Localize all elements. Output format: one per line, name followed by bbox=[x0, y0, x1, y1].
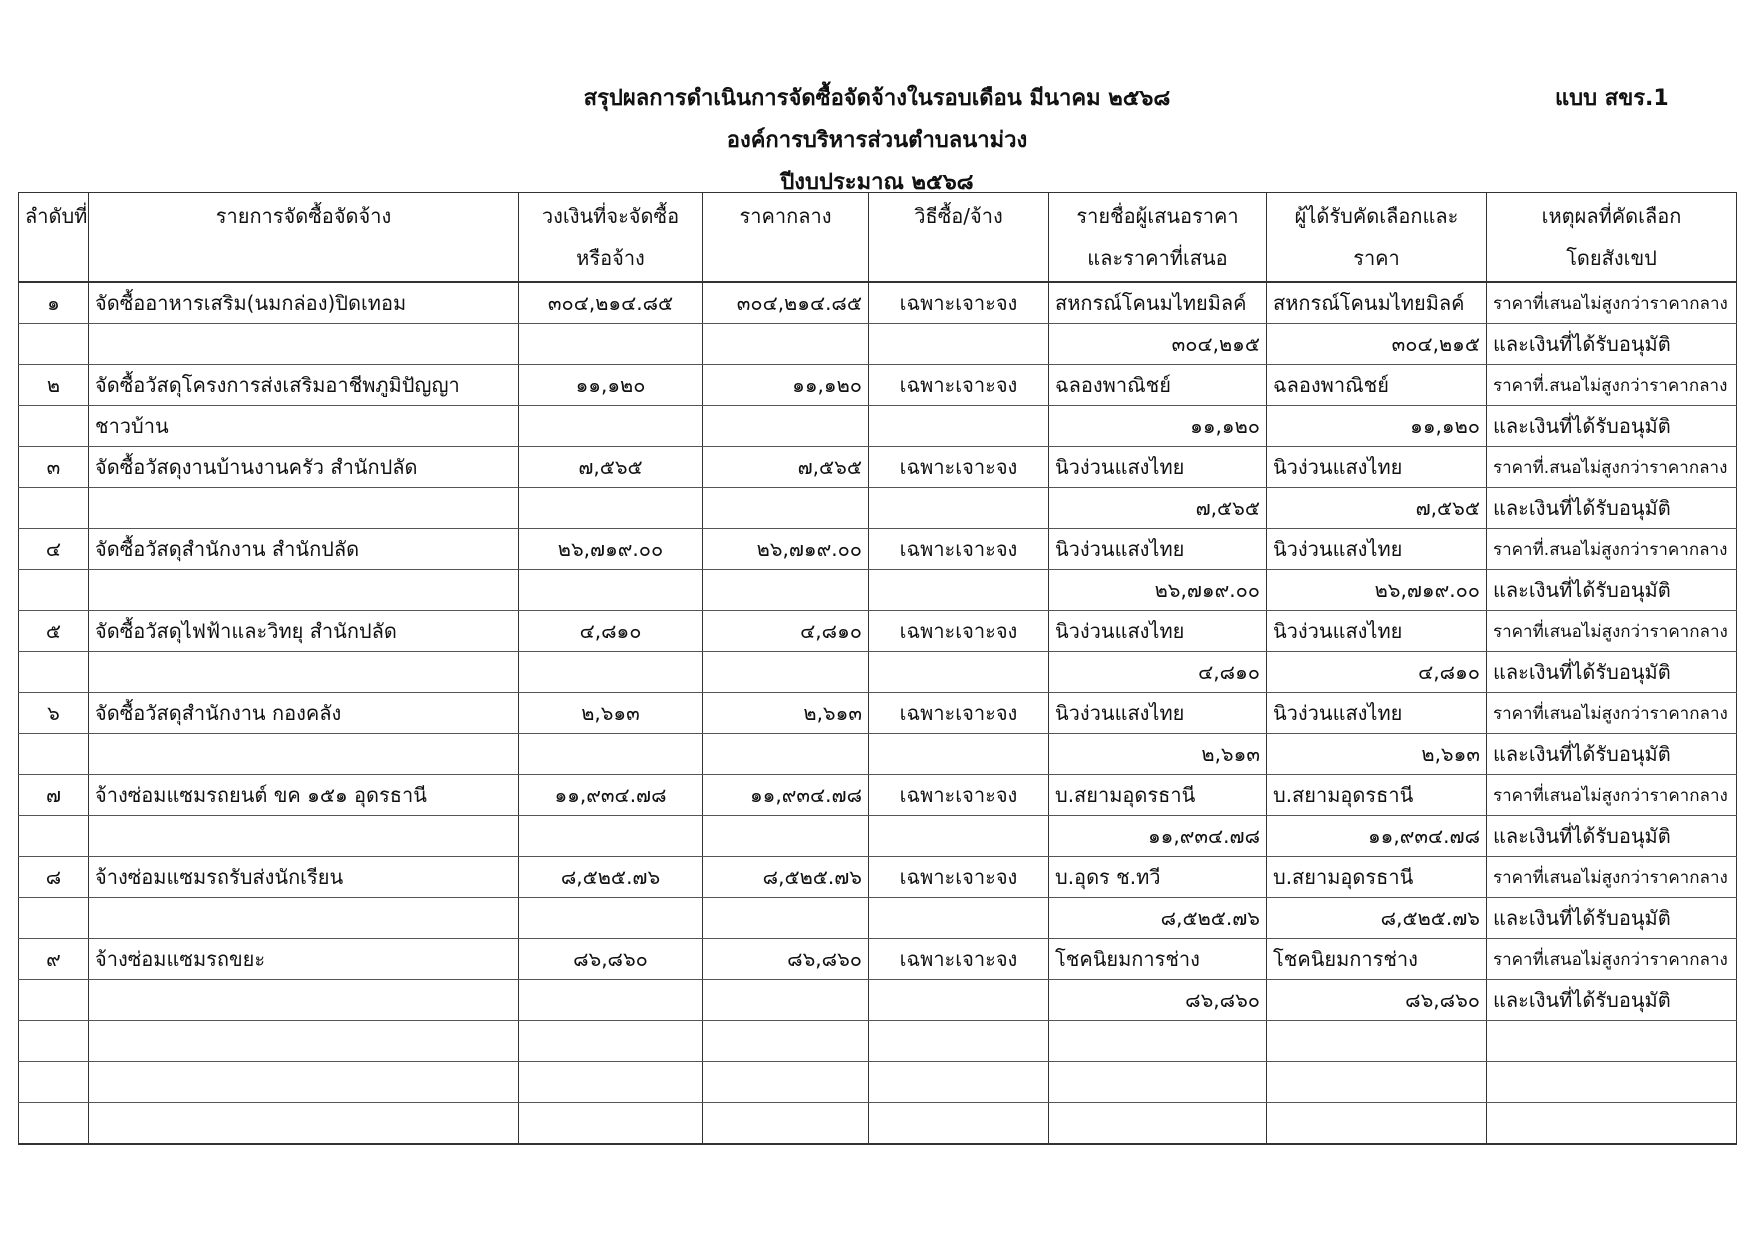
empty-cell bbox=[19, 1062, 89, 1103]
bid-price: ๓๐๔,๒๑๕ bbox=[1049, 324, 1267, 365]
empty-cell bbox=[869, 1062, 1049, 1103]
procurement-method: เฉพาะเจาะจง bbox=[869, 282, 1049, 324]
method-blank bbox=[869, 570, 1049, 611]
empty-cell bbox=[869, 1103, 1049, 1145]
empty-row bbox=[19, 1062, 1737, 1103]
median-price: ๔,๘๑๐ bbox=[703, 611, 869, 652]
bidder-name: บ.อุดร ช.ทวี bbox=[1049, 857, 1267, 898]
bid-price: ๑๑,๙๓๔.๗๘ bbox=[1049, 816, 1267, 857]
procurement-method: เฉพาะเจาะจง bbox=[869, 857, 1049, 898]
bidder-name: นิวง่วนแสงไทย bbox=[1049, 447, 1267, 488]
bidder-name: นิวง่วนแสงไทย bbox=[1049, 611, 1267, 652]
bid-price: ๘,๕๒๕.๗๖ bbox=[1049, 898, 1267, 939]
item-description: จัดซื้อวัสดุไฟฟ้าและวิทยุ สำนักปลัด bbox=[89, 611, 519, 652]
item-description: จัดซื้อวัสดุสำนักงาน สำนักปลัด bbox=[89, 529, 519, 570]
winner-name: บ.สยามอุดรธานี bbox=[1267, 857, 1487, 898]
header-method bbox=[869, 193, 1049, 283]
winner-name: นิวง่วนแสงไทย bbox=[1267, 529, 1487, 570]
row-number: ๔ bbox=[19, 529, 89, 570]
table-row-continuation bbox=[19, 406, 1737, 447]
table-row-continuation bbox=[19, 816, 1737, 857]
row-number: ๙ bbox=[19, 939, 89, 980]
bidder-name: นิวง่วนแสงไทย bbox=[1049, 693, 1267, 734]
budget-amount: ๗,๕๖๕ bbox=[519, 447, 703, 488]
procurement-method: เฉพาะเจาะจง bbox=[869, 365, 1049, 406]
row-number: ๒ bbox=[19, 365, 89, 406]
median-price: ๘,๕๒๕.๗๖ bbox=[703, 857, 869, 898]
table-row bbox=[19, 693, 1737, 734]
budget-amount: ๘,๕๒๕.๗๖ bbox=[519, 857, 703, 898]
item-description-cont bbox=[89, 570, 519, 611]
winning-price: ๑๑,๑๒๐ bbox=[1267, 406, 1487, 447]
table-row bbox=[19, 939, 1737, 980]
budget-blank bbox=[519, 324, 703, 365]
method-blank bbox=[869, 652, 1049, 693]
winning-price: ๘,๕๒๕.๗๖ bbox=[1267, 898, 1487, 939]
header-bidders-line2: และราคาที่เสนอ bbox=[1087, 246, 1228, 270]
header-winner bbox=[1267, 193, 1487, 283]
table-row-continuation bbox=[19, 652, 1737, 693]
budget-amount: ๑๑,๑๒๐ bbox=[519, 365, 703, 406]
reason-line1: ราคาที่เสนอไม่สูงกว่าราคากลาง bbox=[1487, 857, 1737, 898]
bid-price: ๑๑,๑๒๐ bbox=[1049, 406, 1267, 447]
budget-blank bbox=[519, 734, 703, 775]
empty-cell bbox=[519, 1062, 703, 1103]
document-title: สรุปผลการดำเนินการจัดซื้อจัดจ้างในรอบเดือน มีนาคม ๒๕๖๘ bbox=[583, 86, 1171, 111]
header-reason-line2: โดยสังเขป bbox=[1566, 246, 1657, 270]
empty-cell bbox=[519, 1103, 703, 1145]
median-price: ๗,๕๖๕ bbox=[703, 447, 869, 488]
reason-line2: และเงินที่ได้รับอนุมัติ bbox=[1487, 898, 1737, 939]
row-number-blank bbox=[19, 324, 89, 365]
table-row bbox=[19, 857, 1737, 898]
table-row-continuation bbox=[19, 980, 1737, 1021]
item-description: จ้างซ่อมแซมรถรับส่งนักเรียน bbox=[89, 857, 519, 898]
bid-price: ๘๖,๘๖๐ bbox=[1049, 980, 1267, 1021]
method-blank bbox=[869, 898, 1049, 939]
header-budget-line2: หรือจ้าง bbox=[576, 246, 645, 270]
winner-name: โชคนิยมการช่าง bbox=[1267, 939, 1487, 980]
median-blank bbox=[703, 652, 869, 693]
item-description-cont bbox=[89, 816, 519, 857]
item-description: จัดซื้อวัสดุโครงการส่งเสริมอาชีพภูมิปัญญา bbox=[89, 365, 519, 406]
item-description-cont bbox=[89, 734, 519, 775]
median-blank bbox=[703, 980, 869, 1021]
method-blank bbox=[869, 488, 1049, 529]
header-winner-line1: ผู้ได้รับคัดเลือกและ bbox=[1294, 204, 1459, 228]
form-code: แบบ สขร.1 bbox=[1555, 86, 1669, 111]
header-no bbox=[19, 193, 89, 283]
empty-cell bbox=[703, 1103, 869, 1145]
budget-blank bbox=[519, 816, 703, 857]
budget-blank bbox=[519, 898, 703, 939]
item-description: จ้างซ่อมแซมรถยนต์ ขค ๑๕๑ อุดรธานี bbox=[89, 775, 519, 816]
procurement-table bbox=[18, 192, 1737, 1145]
header-reason-line1: เหตุผลที่คัดเลือก bbox=[1541, 204, 1682, 228]
empty-cell bbox=[1267, 1062, 1487, 1103]
header-no-label: ลำดับที่ bbox=[25, 204, 88, 228]
winner-name: นิวง่วนแสงไทย bbox=[1267, 447, 1487, 488]
budget-amount: ๔,๘๑๐ bbox=[519, 611, 703, 652]
reason-line1: ราคาที่เสนอไม่สูงกว่าราคากลาง bbox=[1487, 775, 1737, 816]
reason-line2: และเงินที่ได้รับอนุมัติ bbox=[1487, 488, 1737, 529]
winner-name: สหกรณ์โคนมไทยมิลค์ bbox=[1267, 282, 1487, 324]
median-price: ๘๖,๘๖๐ bbox=[703, 939, 869, 980]
winner-name: ฉลองพาณิชย์ bbox=[1267, 365, 1487, 406]
empty-cell bbox=[1487, 1021, 1737, 1062]
reason-line2: และเงินที่ได้รับอนุมัติ bbox=[1487, 734, 1737, 775]
bid-price: ๒๖,๗๑๙.๐๐ bbox=[1049, 570, 1267, 611]
winning-price: ๒๖,๗๑๙.๐๐ bbox=[1267, 570, 1487, 611]
bid-price: ๗,๕๖๕ bbox=[1049, 488, 1267, 529]
empty-cell bbox=[19, 1103, 89, 1145]
budget-blank bbox=[519, 570, 703, 611]
reason-line2: และเงินที่ได้รับอนุมัติ bbox=[1487, 570, 1737, 611]
winning-price: ๗,๕๖๕ bbox=[1267, 488, 1487, 529]
header-reason bbox=[1487, 193, 1737, 283]
fiscal-year: ปีงบประมาณ ๒๕๖๘ bbox=[780, 170, 974, 195]
empty-cell bbox=[703, 1021, 869, 1062]
budget-amount: ๓๐๔,๒๑๔.๘๕ bbox=[519, 282, 703, 324]
winner-name: บ.สยามอุดรธานี bbox=[1267, 775, 1487, 816]
row-number: ๘ bbox=[19, 857, 89, 898]
empty-cell bbox=[703, 1062, 869, 1103]
procurement-method: เฉพาะเจาะจง bbox=[869, 529, 1049, 570]
empty-cell bbox=[1267, 1021, 1487, 1062]
winning-price: ๒,๖๑๓ bbox=[1267, 734, 1487, 775]
table-row bbox=[19, 775, 1737, 816]
item-description-cont: ชาวบ้าน bbox=[89, 406, 519, 447]
table-header-row bbox=[19, 193, 1737, 283]
budget-blank bbox=[519, 652, 703, 693]
bid-price: ๔,๘๑๐ bbox=[1049, 652, 1267, 693]
winning-price: ๔,๘๑๐ bbox=[1267, 652, 1487, 693]
row-number-blank bbox=[19, 570, 89, 611]
empty-cell bbox=[1049, 1062, 1267, 1103]
row-number-blank bbox=[19, 980, 89, 1021]
reason-line1: ราคาที่เสนอไม่สูงกว่าราคากลาง bbox=[1487, 939, 1737, 980]
table-row-continuation bbox=[19, 898, 1737, 939]
table-row-continuation bbox=[19, 324, 1737, 365]
header-item-label: รายการจัดซื้อจัดจ้าง bbox=[215, 204, 392, 228]
budget-blank bbox=[519, 488, 703, 529]
row-number: ๖ bbox=[19, 693, 89, 734]
bidder-name: โชคนิยมการช่าง bbox=[1049, 939, 1267, 980]
item-description-cont bbox=[89, 488, 519, 529]
reason-line1: ราคาที่เสนอไม่สูงกว่าราคากลาง bbox=[1487, 693, 1737, 734]
empty-row bbox=[19, 1021, 1737, 1062]
procurement-method: เฉพาะเจาะจง bbox=[869, 447, 1049, 488]
bidder-name: นิวง่วนแสงไทย bbox=[1049, 529, 1267, 570]
header-item bbox=[89, 193, 519, 283]
item-description: จัดซื้อวัสดุงานบ้านงานครัว สำนักปลัด bbox=[89, 447, 519, 488]
median-price: ๒,๖๑๓ bbox=[703, 693, 869, 734]
table-row-continuation bbox=[19, 488, 1737, 529]
bid-price: ๒,๖๑๓ bbox=[1049, 734, 1267, 775]
budget-blank bbox=[519, 406, 703, 447]
median-price: ๓๐๔,๒๑๔.๘๕ bbox=[703, 282, 869, 324]
header-bidders-line1: รายชื่อผู้เสนอราคา bbox=[1076, 204, 1239, 228]
empty-cell bbox=[1049, 1103, 1267, 1145]
winner-name: นิวง่วนแสงไทย bbox=[1267, 611, 1487, 652]
method-blank bbox=[869, 734, 1049, 775]
reason-line2: และเงินที่ได้รับอนุมัติ bbox=[1487, 406, 1737, 447]
row-number-blank bbox=[19, 406, 89, 447]
item-description-cont bbox=[89, 898, 519, 939]
bidder-name: สหกรณ์โคนมไทยมิลค์ bbox=[1049, 282, 1267, 324]
header-bidders bbox=[1049, 193, 1267, 283]
header-budget-line1: วงเงินที่จะจัดซื้อ bbox=[541, 204, 680, 228]
median-blank bbox=[703, 734, 869, 775]
item-description: จ้างซ่อมแซมรถขยะ bbox=[89, 939, 519, 980]
procurement-method: เฉพาะเจาะจง bbox=[869, 939, 1049, 980]
budget-amount: ๘๖,๘๖๐ bbox=[519, 939, 703, 980]
table-row-continuation bbox=[19, 570, 1737, 611]
method-blank bbox=[869, 816, 1049, 857]
median-blank bbox=[703, 898, 869, 939]
empty-cell bbox=[869, 1021, 1049, 1062]
median-blank bbox=[703, 570, 869, 611]
row-number: ๓ bbox=[19, 447, 89, 488]
median-blank bbox=[703, 324, 869, 365]
header-median bbox=[703, 193, 869, 283]
table-row bbox=[19, 529, 1737, 570]
winning-price: ๓๐๔,๒๑๕ bbox=[1267, 324, 1487, 365]
method-blank bbox=[869, 980, 1049, 1021]
header-winner-line2: ราคา bbox=[1353, 246, 1400, 270]
winner-name: นิวง่วนแสงไทย bbox=[1267, 693, 1487, 734]
reason-line1: ราคาที่เสนอไม่สูงกว่าราคากลาง bbox=[1487, 611, 1737, 652]
reason-line2: และเงินที่ได้รับอนุมัติ bbox=[1487, 980, 1737, 1021]
item-description: จัดซื้ออาหารเสริม(นมกล่อง)ปิดเทอม bbox=[89, 282, 519, 324]
table-row bbox=[19, 447, 1737, 488]
row-number-blank bbox=[19, 734, 89, 775]
empty-cell bbox=[1487, 1103, 1737, 1145]
reason-line1: ราคาที่เสนอไม่สูงกว่าราคากลาง bbox=[1487, 282, 1737, 324]
budget-amount: ๒,๖๑๓ bbox=[519, 693, 703, 734]
median-blank bbox=[703, 488, 869, 529]
procurement-method: เฉพาะเจาะจง bbox=[869, 775, 1049, 816]
row-number: ๕ bbox=[19, 611, 89, 652]
item-description-cont bbox=[89, 980, 519, 1021]
row-number: ๑ bbox=[19, 282, 89, 324]
winning-price: ๑๑,๙๓๔.๗๘ bbox=[1267, 816, 1487, 857]
header-median-label: ราคากลาง bbox=[739, 204, 832, 228]
budget-blank bbox=[519, 980, 703, 1021]
method-blank bbox=[869, 406, 1049, 447]
median-price: ๒๖,๗๑๙.๐๐ bbox=[703, 529, 869, 570]
median-price: ๑๑,๑๒๐ bbox=[703, 365, 869, 406]
organization-name: องค์การบริหารส่วนตำบลนาม่วง bbox=[726, 128, 1028, 153]
budget-amount: ๑๑,๙๓๔.๗๘ bbox=[519, 775, 703, 816]
row-number-blank bbox=[19, 898, 89, 939]
row-number-blank bbox=[19, 816, 89, 857]
winning-price: ๘๖,๘๖๐ bbox=[1267, 980, 1487, 1021]
reason-line2: และเงินที่ได้รับอนุมัติ bbox=[1487, 324, 1737, 365]
empty-cell bbox=[1267, 1103, 1487, 1145]
procurement-method: เฉพาะเจาะจง bbox=[869, 693, 1049, 734]
table-row bbox=[19, 282, 1737, 324]
median-blank bbox=[703, 816, 869, 857]
empty-cell bbox=[519, 1021, 703, 1062]
row-number: ๗ bbox=[19, 775, 89, 816]
reason-line2: และเงินที่ได้รับอนุมัติ bbox=[1487, 816, 1737, 857]
budget-amount: ๒๖,๗๑๙.๐๐ bbox=[519, 529, 703, 570]
empty-cell bbox=[19, 1021, 89, 1062]
item-description: จัดซื้อวัสดุสำนักงาน กองคลัง bbox=[89, 693, 519, 734]
empty-cell bbox=[89, 1021, 519, 1062]
row-number-blank bbox=[19, 652, 89, 693]
bidder-name: ฉลองพาณิชย์ bbox=[1049, 365, 1267, 406]
table-row-continuation bbox=[19, 734, 1737, 775]
empty-cell bbox=[1487, 1062, 1737, 1103]
row-number-blank bbox=[19, 488, 89, 529]
bidder-name: บ.สยามอุดรธานี bbox=[1049, 775, 1267, 816]
median-blank bbox=[703, 406, 869, 447]
reason-line1: ราคาที่.สนอไม่สูงกว่าราคากลาง bbox=[1487, 365, 1737, 406]
item-description-cont bbox=[89, 652, 519, 693]
reason-line1: ราคาที่.สนอไม่สูงกว่าราคากลาง bbox=[1487, 529, 1737, 570]
empty-cell bbox=[89, 1103, 519, 1145]
table-row bbox=[19, 611, 1737, 652]
reason-line1: ราคาที่.สนอไม่สูงกว่าราคากลาง bbox=[1487, 447, 1737, 488]
method-blank bbox=[869, 324, 1049, 365]
header-budget bbox=[519, 193, 703, 283]
median-price: ๑๑,๙๓๔.๗๘ bbox=[703, 775, 869, 816]
empty-cell bbox=[1049, 1021, 1267, 1062]
procurement-method: เฉพาะเจาะจง bbox=[869, 611, 1049, 652]
header-method-label: วิธีซื้อ/จ้าง bbox=[914, 204, 1003, 228]
item-description-cont bbox=[89, 324, 519, 365]
table-row bbox=[19, 365, 1737, 406]
empty-cell bbox=[89, 1062, 519, 1103]
empty-row bbox=[19, 1103, 1737, 1145]
reason-line2: และเงินที่ได้รับอนุมัติ bbox=[1487, 652, 1737, 693]
